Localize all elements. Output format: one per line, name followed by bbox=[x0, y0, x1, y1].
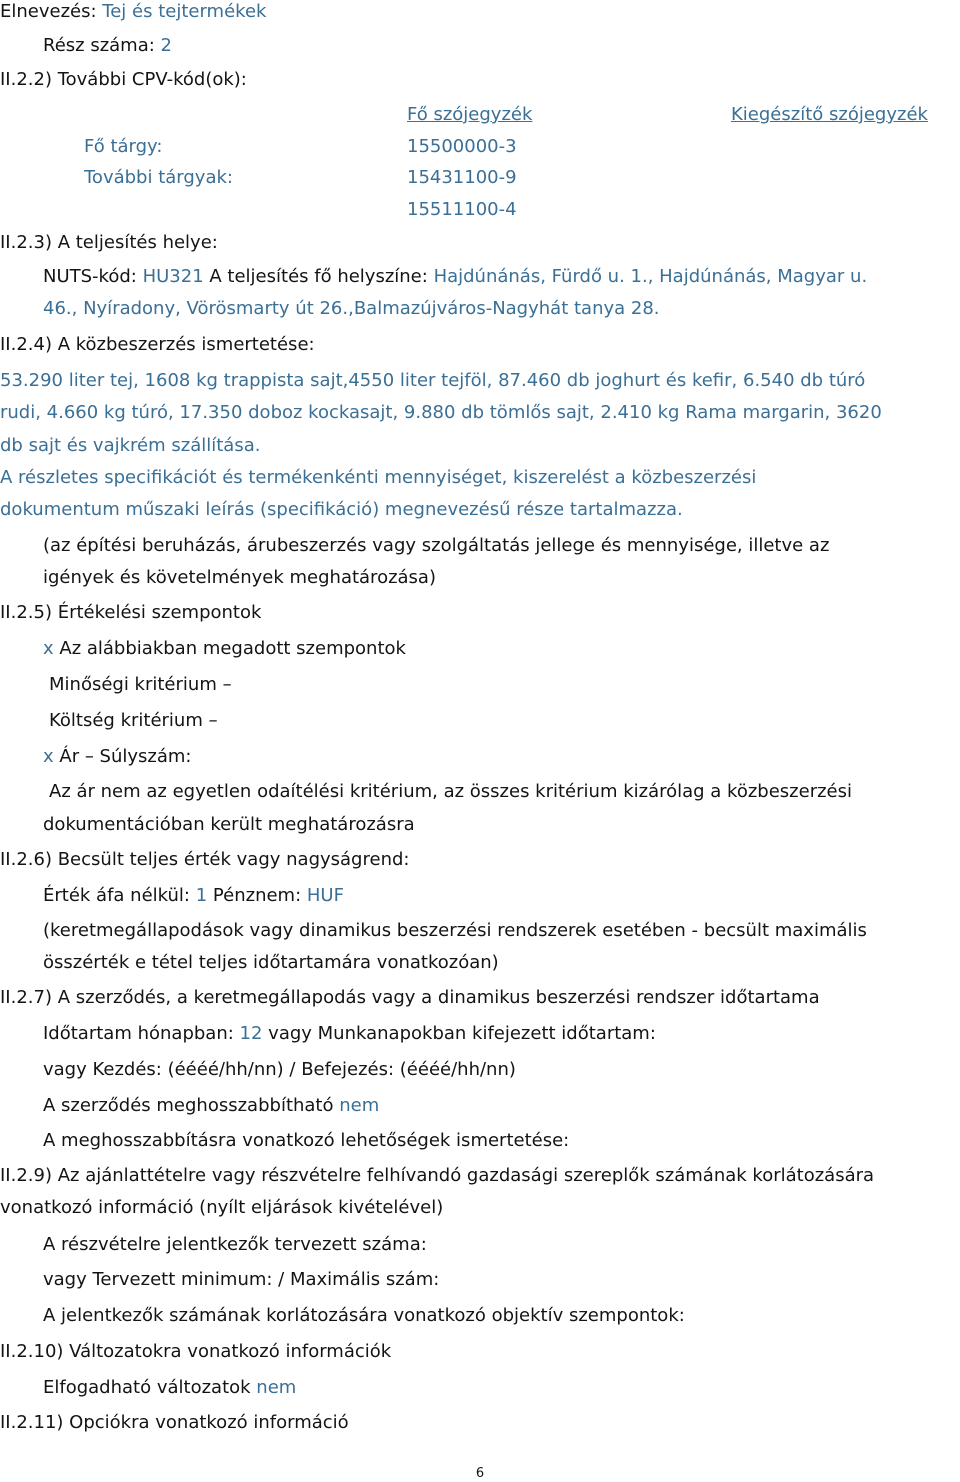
part-label: Rész száma: bbox=[43, 35, 155, 56]
extension-value: nem bbox=[339, 1095, 380, 1116]
section-222-title: II.2.2) További CPV-kód(ok): bbox=[0, 69, 247, 90]
currency-value: HUF bbox=[306, 885, 344, 906]
section-229-title-line: vonatkozó információ (nyílt eljárások kivételével) bbox=[0, 1197, 444, 1218]
quality-criterion: Minőségi kritérium – bbox=[49, 674, 232, 695]
extension-description-label: A meghosszabbításra vonatkozó lehetőségek ismertetése: bbox=[43, 1130, 570, 1151]
other-subject-code: 15511100-4 bbox=[407, 199, 517, 220]
duration-row bbox=[43, 1022, 656, 1046]
description-line: db sajt és vajkrém szállítása. bbox=[0, 435, 261, 456]
cost-criterion: Költség kritérium – bbox=[49, 710, 218, 731]
name-label: Elnevezés: bbox=[0, 1, 97, 22]
section-227-title: II.2.7) A szerződés, a keretmegállapodás vagy a dinamikus beszerzési rendszer időtartama bbox=[0, 987, 820, 1008]
criteria-option bbox=[43, 637, 406, 661]
variants-row bbox=[43, 1376, 296, 1400]
place-value-line: Hajdúnánás, Fürdő u. 1., Hajdúnánás, Magyar u. bbox=[433, 266, 868, 287]
months-label: Időtartam hónapban: bbox=[43, 1023, 234, 1044]
value-note-line: (keretmegállapodások vagy dinamikus beszerzési rendszerek esetében - becsült maximális bbox=[43, 920, 867, 941]
nuts-value: HU321 bbox=[142, 266, 204, 287]
min-max-label: vagy Tervezett minimum: / Maximális szám: bbox=[43, 1269, 440, 1290]
section-224-title: II.2.4) A közbeszerzés ismertetése: bbox=[0, 334, 315, 355]
criteria-option-label: Az alábbiakban megadott szempontok bbox=[59, 638, 406, 659]
check-mark: x bbox=[43, 638, 54, 659]
objective-criteria-label: A jelentkezők számának korlátozására vonatkozó objektív szempontok: bbox=[43, 1305, 685, 1326]
main-subject-label: Fő tárgy: bbox=[84, 136, 163, 157]
currency-label: Pénznem: bbox=[212, 885, 302, 906]
page-number: 6 bbox=[475, 1466, 485, 1481]
value-amount: 1 bbox=[195, 885, 208, 906]
section-2210-title: II.2.10) Változatokra vonatkozó információk bbox=[0, 1341, 392, 1362]
name-row bbox=[0, 0, 266, 24]
value-note-line: összérték e tétel teljes időtartamára vonatkozóan) bbox=[43, 952, 499, 973]
part-row bbox=[43, 34, 172, 58]
criteria-note-line: dokumentációban került meghatározásra bbox=[43, 814, 415, 835]
other-subject-code: 15431100-9 bbox=[407, 167, 517, 188]
description-line: rudi, 4.660 kg túró, 17.350 doboz kockasajt, 9.880 db tömlős sajt, 2.410 kg Rama margarin, 3620 bbox=[0, 402, 882, 423]
main-vocabulary-header: Fő szójegyzék bbox=[407, 104, 533, 125]
section-223-title: II.2.3) A teljesítés helye: bbox=[0, 232, 218, 253]
name-value: Tej és tejtermékek bbox=[102, 1, 267, 22]
description-note-line: (az építési beruházás, árubeszerzés vagy szolgáltatás jellege és mennyisége, illetve az bbox=[43, 535, 830, 556]
workdays-label: vagy Munkanapokban kifejezett időtartam: bbox=[268, 1023, 656, 1044]
description-note-line: igények és követelmények meghatározása) bbox=[43, 567, 436, 588]
value-label: Érték áfa nélkül: bbox=[43, 885, 190, 906]
criteria-note-line: Az ár nem az egyetlen odaítélési kritérium, az összes kritérium kizárólag a közbeszerzési bbox=[49, 781, 852, 802]
supplementary-vocabulary-header: Kiegészítő szójegyzék bbox=[731, 104, 928, 125]
estimated-value-row bbox=[43, 884, 344, 908]
main-subject-code: 15500000-3 bbox=[407, 136, 517, 157]
planned-candidates-label: A részvételre jelentkezők tervezett száma: bbox=[43, 1234, 427, 1255]
section-229-title-line: II.2.9) Az ajánlattételre vagy részvételre felhívandó gazdasági szereplők számának korlátozására bbox=[0, 1165, 875, 1186]
section-225-title: II.2.5) Értékelési szempontok bbox=[0, 602, 262, 623]
dates-row: vagy Kezdés: (éééé/hh/nn) / Befejezés: (éééé/hh/nn) bbox=[43, 1059, 516, 1080]
description-line: dokumentum műszaki leírás (specifikáció) megnevezésű része tartalmazza. bbox=[0, 499, 683, 520]
extension-row bbox=[43, 1094, 379, 1118]
extension-label: A szerződés meghosszabbítható bbox=[43, 1095, 334, 1116]
variants-value: nem bbox=[256, 1377, 297, 1398]
place-value-line: 46., Nyíradony, Vörösmarty út 26.,Balmazújváros-Nagyhát tanya 28. bbox=[43, 298, 660, 319]
section-226-title: II.2.6) Becsült teljes érték vagy nagyságrend: bbox=[0, 849, 410, 870]
nuts-row bbox=[43, 265, 867, 289]
price-criterion-label: Ár – Súlyszám: bbox=[59, 746, 192, 767]
section-2211-title: II.2.11) Opciókra vonatkozó információ bbox=[0, 1412, 349, 1433]
months-value: 12 bbox=[239, 1023, 263, 1044]
other-subjects-label: További tárgyak: bbox=[84, 167, 233, 188]
place-label: A teljesítés fő helyszíne: bbox=[209, 266, 428, 287]
nuts-label: NUTS-kód: bbox=[43, 266, 137, 287]
variants-label: Elfogadható változatok bbox=[43, 1377, 251, 1398]
price-criterion bbox=[43, 745, 192, 769]
part-value: 2 bbox=[160, 35, 172, 56]
description-line: 53.290 liter tej, 1608 kg trappista sajt,4550 liter tejföl, 87.460 db joghurt és kefir, 6.540 db túró bbox=[0, 370, 866, 391]
description-line: A részletes specifikációt és termékenkénti mennyiséget, kiszerelést a közbeszerzési bbox=[0, 467, 757, 488]
check-mark: x bbox=[43, 746, 54, 767]
